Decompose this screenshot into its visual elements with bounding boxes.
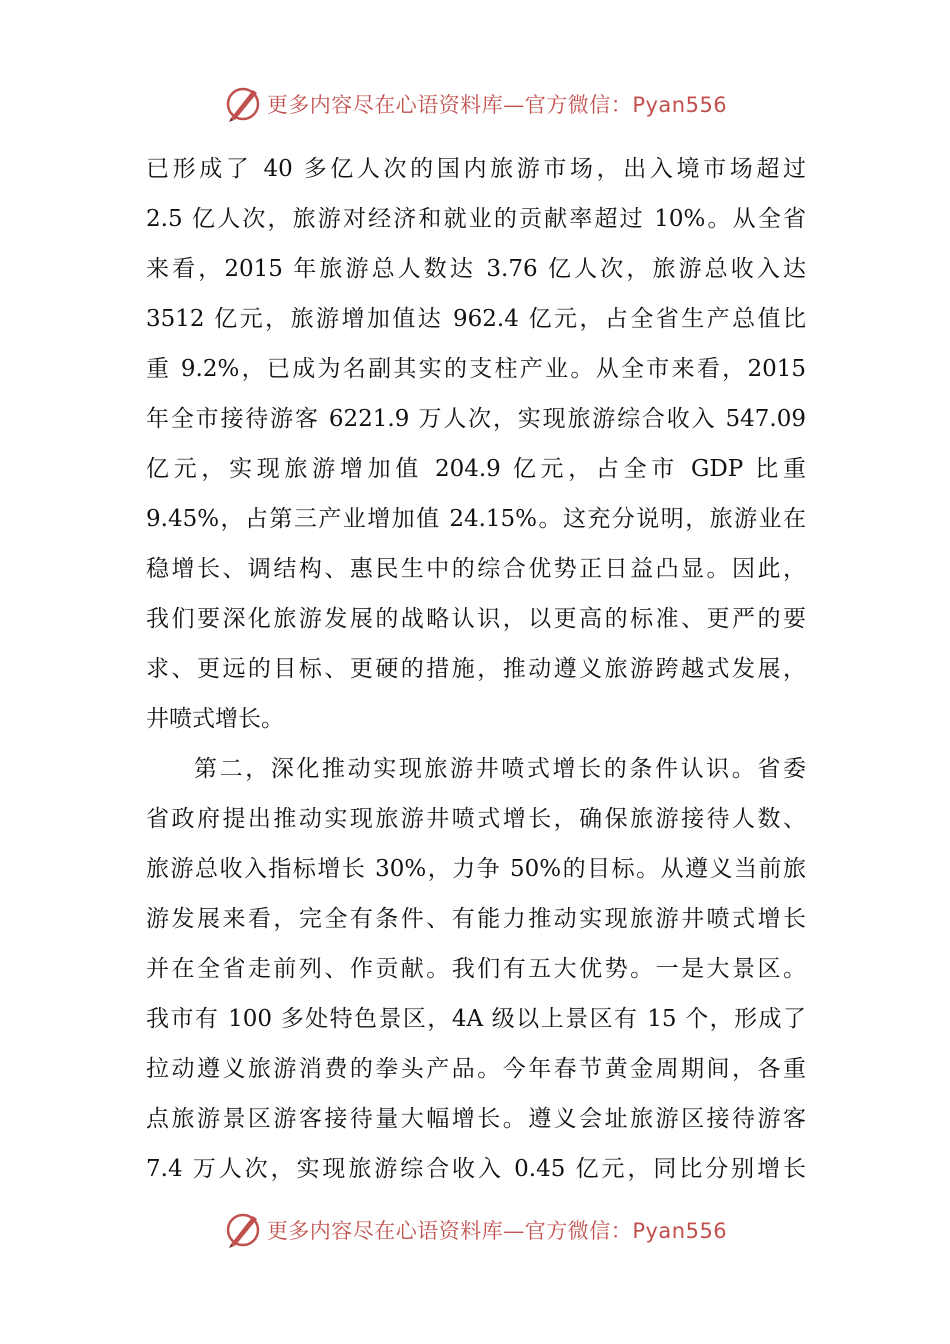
paragraph-line: 第二，深化推动实现旅游井喷式增长的条件认识。省委 <box>194 756 806 782</box>
footer-banner-text: 更多内容尽在心语资料库—官方微信：Pyan556 <box>266 1219 728 1243</box>
paragraph-line: 7.4 万人次，实现旅游综合收入 0.45 亿元，同比分别增长 <box>146 1156 806 1182</box>
footer-banner <box>0 1208 950 1252</box>
paragraph-line: 我市有 100 多处特色景区，4A 级以上景区有 15 个，形成了 <box>146 1006 806 1032</box>
paragraph-line: 重 9.2%，已成为名副其实的支柱产业。从全市来看，2015 <box>146 356 806 382</box>
paragraph-line: 年全市接待游客 6221.9 万人次，实现旅游综合收入 547.09 <box>146 406 806 432</box>
paragraph-line: 省政府提出推动实现旅游井喷式增长，确保旅游接待人数、 <box>146 806 806 832</box>
header-banner <box>0 82 950 126</box>
paragraph-line: 求、更远的目标、更硬的措施，推动遵义旅游跨越式发展， <box>146 656 806 682</box>
paragraph-line: 2.5 亿人次，旅游对经济和就业的贡献率超过 10%。从全省 <box>146 206 806 232</box>
header-banner-text: 更多内容尽在心语资料库—官方微信：Pyan556 <box>266 93 728 117</box>
paragraph-line: 已形成了 40 多亿人次的国内旅游市场，出入境市场超过 <box>146 156 806 182</box>
paragraph-line: 旅游总收入指标增长 30%，力争 50%的目标。从遵义当前旅 <box>146 856 806 882</box>
paragraph-line: 点旅游景区游客接待量大幅增长。遵义会址旅游区接待游客 <box>146 1106 806 1132</box>
paragraph-line: 井喷式增长。 <box>146 706 284 732</box>
pen-on-circle-logo-icon <box>223 1210 263 1250</box>
footer-wechat-handle: Pyan556 <box>632 1219 728 1243</box>
header-wechat-handle: Pyan556 <box>632 93 728 117</box>
pen-on-circle-logo-icon <box>223 84 263 124</box>
paragraph-line: 9.45%，占第三产业增加值 24.15%。这充分说明，旅游业在 <box>146 506 806 532</box>
paragraph-line: 来看，2015 年旅游总人数达 3.76 亿人次，旅游总收入达 <box>146 256 806 282</box>
paragraph-line: 并在全省走前列、作贡献。我们有五大优势。一是大景区。 <box>146 956 806 982</box>
paragraph-line: 游发展来看，完全有条件、有能力推动实现旅游井喷式增长 <box>146 906 806 932</box>
paragraph-line: 3512 亿元，旅游增加值达 962.4 亿元，占全省生产总值比 <box>146 306 806 332</box>
paragraph-line: 我们要深化旅游发展的战略认识，以更高的标准、更严的要 <box>146 606 806 632</box>
paragraph-line: 亿元，实现旅游增加值 204.9 亿元，占全市 GDP 比重 <box>146 456 806 482</box>
paragraph-line: 拉动遵义旅游消费的拳头产品。今年春节黄金周期间，各重 <box>146 1056 806 1082</box>
document-body <box>146 144 806 1194</box>
paragraph-line: 稳增长、调结构、惠民生中的综合优势正日益凸显。因此， <box>146 556 806 582</box>
